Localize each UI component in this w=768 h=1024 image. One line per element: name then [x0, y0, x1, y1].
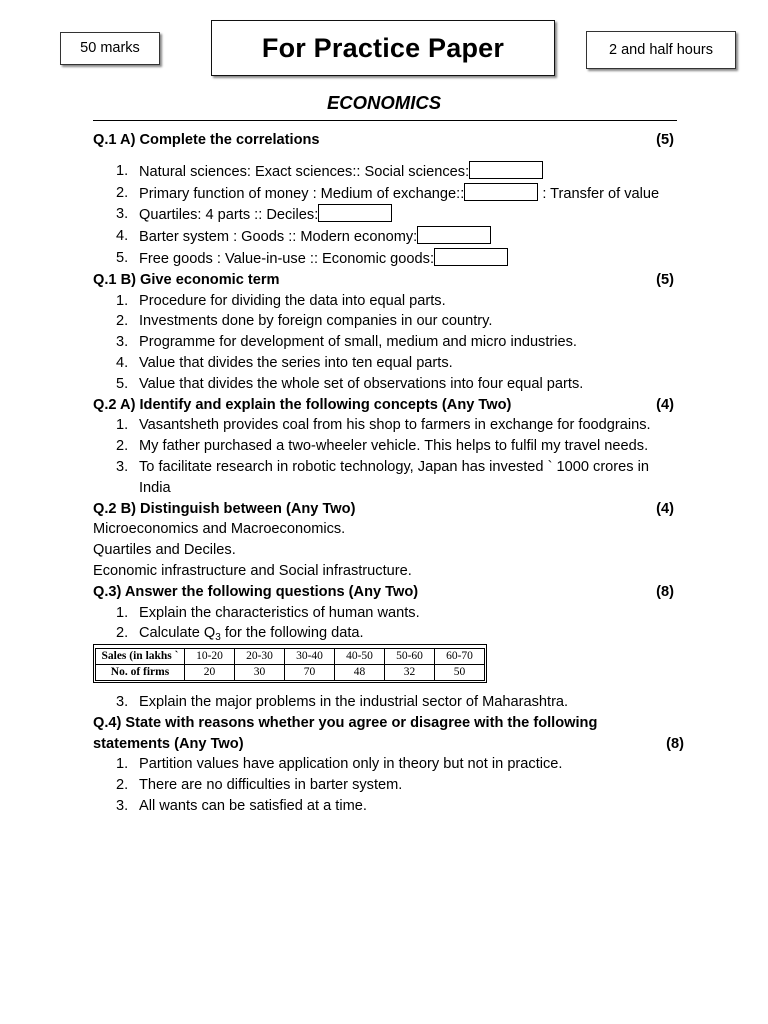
list-item — [93, 436, 677, 457]
q4-list — [93, 754, 677, 816]
item-text: Vasantsheth provides coal from his shop to farmers in exchange for foodgrains. — [139, 417, 651, 434]
table-row-label: No. of firms — [96, 665, 185, 681]
item-text: Primary function of money : Medium of exchange:: — [139, 185, 465, 202]
question-title: Q.2 B) Distinguish between (Any Two) — [93, 500, 356, 517]
list-item — [93, 332, 677, 353]
item-number: 5. — [116, 249, 129, 266]
item-number: 2. — [116, 625, 129, 642]
table-cell: 40-50 — [335, 649, 385, 665]
item-number: 4. — [116, 228, 129, 245]
item-number: 2. — [116, 184, 129, 201]
item-number: 2. — [116, 438, 129, 455]
table-cell: 50-60 — [385, 649, 435, 665]
item-text: Procedure for dividing the data into equal parts. — [139, 292, 446, 309]
question-marks: (5) — [656, 271, 674, 288]
list-item — [93, 353, 677, 374]
answer-blank[interactable] — [318, 204, 392, 222]
table-cell: 32 — [385, 665, 435, 681]
question-title: Q.1 B) Give economic term — [93, 271, 280, 288]
list-item — [93, 183, 677, 205]
item-text: Partition values have application only in theory but not in practice. — [139, 756, 563, 773]
item-text: Natural sciences: Exact sciences:: Social sciences: — [139, 163, 470, 180]
answer-blank[interactable] — [434, 248, 508, 266]
duration-box — [586, 31, 736, 69]
paper-duration: 2 and half hours — [609, 41, 713, 58]
item-number: 4. — [116, 354, 129, 371]
item-text: Calculate Q — [139, 625, 216, 642]
question-title: Q.1 A) Complete the correlations — [93, 132, 320, 148]
list-item — [93, 775, 677, 796]
item-number: 5. — [116, 375, 129, 392]
item-text: Quartiles: 4 parts :: Deciles: — [139, 207, 319, 224]
question-heading-q3 — [93, 582, 677, 603]
list-item — [93, 415, 677, 436]
heading-rule — [93, 120, 677, 121]
item-number: 3. — [116, 693, 129, 710]
table-cell: 30-40 — [285, 649, 335, 665]
table-cell: 20-30 — [235, 649, 285, 665]
item-text-after: : Transfer of value — [538, 185, 660, 202]
table-cell: 48 — [335, 665, 385, 681]
marks-box — [60, 32, 160, 65]
question-title-line2-row — [93, 734, 684, 755]
item-number: 1. — [116, 604, 129, 621]
list-item — [93, 623, 677, 644]
q1a-list — [93, 161, 677, 270]
question-heading-q2b — [93, 499, 677, 520]
title-box — [211, 20, 555, 76]
question-heading-q4 — [93, 713, 684, 755]
total-marks: 50 marks — [80, 40, 140, 57]
table-cell: 20 — [185, 665, 235, 681]
distinguish-item: Economic infrastructure and Social infrastructure. — [93, 562, 412, 579]
item-number: 2. — [116, 777, 129, 794]
table-cell: 70 — [285, 665, 335, 681]
answer-blank[interactable] — [469, 161, 543, 179]
item-text-after: for the following data. — [220, 625, 364, 642]
item-text: All wants can be satisfied at a time. — [139, 797, 367, 814]
table-cell: 30 — [235, 665, 285, 681]
list-item — [93, 226, 677, 248]
item-number: 1. — [116, 756, 129, 773]
question-paper-body — [93, 130, 684, 817]
list-item — [93, 692, 677, 713]
table-cell: 10-20 — [185, 649, 235, 665]
answer-blank[interactable] — [417, 226, 491, 244]
question-marks: (5) — [656, 132, 674, 148]
item-text: Explain the major problems in the industrial sector of Maharashtra. — [139, 693, 569, 710]
item-text: Barter system : Goods :: Modern economy: — [139, 229, 418, 246]
item-number: 1. — [116, 292, 129, 309]
frequency-table — [95, 648, 485, 681]
distinguish-item: Quartiles and Deciles. — [93, 542, 236, 559]
q3-list — [93, 603, 677, 645]
paper-title: For Practice Paper — [261, 32, 505, 63]
question-heading-q1b — [93, 270, 677, 291]
subject-heading: ECONOMICS — [326, 92, 442, 113]
item-text: My father purchased a two-wheeler vehicle. This helps to fulfil my travel needs. — [139, 438, 649, 455]
list-item — [93, 457, 677, 499]
item-number: 1. — [116, 162, 129, 179]
item-text: Value that divides the series into ten equal parts. — [139, 354, 453, 371]
q1b-list — [93, 291, 677, 395]
question-heading-q2a — [93, 395, 677, 416]
list-item — [93, 291, 677, 312]
item-text: Programme for development of small, medium and micro industries. — [139, 334, 577, 351]
item-text: Explain the characteristics of human wants. — [139, 604, 420, 621]
distinguish-item: Microeconomics and Macroeconomics. — [93, 521, 346, 538]
item-text: Free goods : Value-in-use :: Economic goods: — [139, 250, 435, 267]
list-item — [93, 603, 677, 624]
question-heading-q1a — [93, 130, 677, 151]
table-row — [96, 649, 485, 665]
item-number: 3. — [116, 334, 129, 351]
item-number: 2. — [116, 313, 129, 330]
question-marks: (8) — [656, 583, 674, 600]
question-marks: (8) — [666, 735, 684, 752]
q2a-list — [93, 415, 677, 498]
list-item — [93, 161, 677, 183]
item-number: 3. — [116, 206, 129, 223]
item-text: Investments done by foreign companies in our country. — [139, 313, 493, 330]
list-item — [93, 796, 677, 817]
question-title-line1: Q.4) State with reasons whether you agree or disagree with the following — [93, 714, 598, 731]
table-cell: 60-70 — [435, 649, 485, 665]
list-item — [93, 204, 677, 226]
list-item — [93, 311, 677, 332]
question-marks: (4) — [656, 396, 674, 413]
item-text: Value that divides the whole set of observations into four equal parts. — [139, 375, 584, 392]
answer-blank[interactable] — [464, 183, 538, 201]
question-title-line2: statements (Any Two) — [93, 735, 244, 752]
list-item — [93, 754, 677, 775]
list-item — [93, 248, 677, 270]
question-title: Q.3) Answer the following questions (Any Two) — [93, 583, 419, 600]
table-row — [96, 665, 485, 681]
q3-list-continued — [93, 692, 677, 713]
table-cell: 50 — [435, 665, 485, 681]
question-title: Q.2 A) Identify and explain the following concepts (Any Two) — [93, 396, 512, 413]
item-text: To facilitate research in robotic technology, Japan has invested ` 1000 crores in India — [139, 458, 649, 496]
subscript: 3 — [215, 632, 221, 644]
table-row-label: Sales (in lakhs ` — [96, 649, 185, 665]
question-marks: (4) — [656, 500, 674, 517]
frequency-table-wrapper — [93, 644, 487, 683]
list-item — [93, 374, 677, 395]
item-number: 1. — [116, 417, 129, 434]
item-text: There are no difficulties in barter system. — [139, 777, 403, 794]
item-number: 3. — [116, 797, 129, 814]
item-number: 3. — [116, 458, 129, 475]
